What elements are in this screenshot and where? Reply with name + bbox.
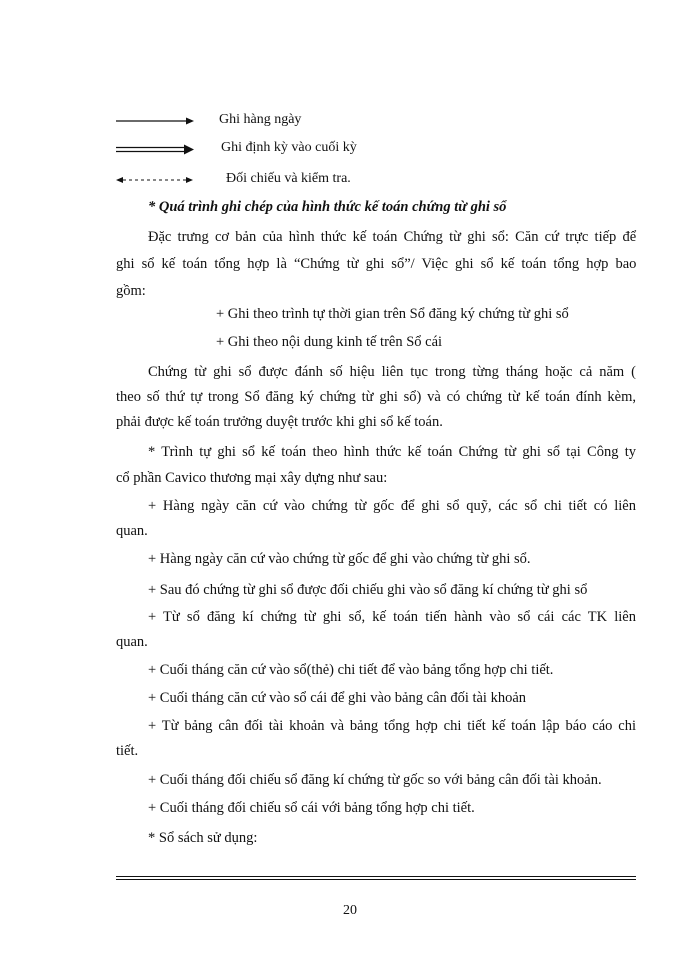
p1-line1: Đặc trưng cơ bản của hình thức kế toán Chứng từ ghi sổ: Căn cứ trực tiếp để: [148, 229, 637, 245]
step-5: + Cuối tháng căn cứ vào sổ(thẻ) chi tiết để vào bảng tổng hợp chi tiết.: [148, 662, 554, 678]
section-heading: * Quá trình ghi chép của hình thức kế toán chứng từ ghi sổ: [148, 199, 507, 215]
legend-crosscheck: [116, 171, 496, 191]
step-2: + Hàng ngày căn cứ vào chứng từ gốc để ghi vào chứng từ ghi sổ.: [148, 551, 531, 567]
legend-daily: [116, 112, 496, 132]
step-6: + Cuối tháng căn cứ vào sổ cái để ghi vào bảng cân đối tài khoản: [148, 690, 527, 706]
footer-rule-top: [116, 876, 636, 877]
solid-arrow-icon: [116, 115, 196, 127]
p2-line1: Chứng từ ghi sổ được đánh số hiệu liên tục trong từng tháng hoặc cả năm (: [148, 364, 636, 380]
step-7-line1: + Từ bảng cân đối tài khoản và bảng tổng hợp chi tiết kế toán lập báo cáo chi: [148, 718, 636, 734]
p1-line3: gồm:: [116, 283, 146, 299]
step-4-line2: quan.: [116, 634, 148, 650]
step-7-line2: tiết.: [116, 743, 139, 759]
step-3: + Sau đó chứng từ ghi sổ được đối chiếu ghi vào sổ đăng kí chứng từ ghi sổ: [148, 582, 588, 598]
closing-line: * Sổ sách sử dụng:: [148, 830, 258, 846]
bullet-economic-content: + Ghi theo nội dung kinh tế trên Sổ cái: [216, 334, 443, 350]
legend-periodic: [116, 140, 496, 160]
page-number: 20: [343, 903, 357, 918]
step-1-line2: quan.: [116, 523, 148, 539]
p2-line3: phải được kế toán trưởng duyệt trước khi ghi sổ kế toán.: [116, 414, 443, 430]
double-arrow-icon: [116, 143, 196, 157]
legend-daily-label: Ghi hàng ngày: [219, 112, 302, 127]
footer-rule-bottom: [116, 879, 636, 880]
step-8: + Cuối tháng đối chiếu sổ đăng kí chứng từ gốc so với bảng cân đối tài khoản.: [148, 772, 602, 788]
p1-line2: ghi sổ kế toán tổng hợp là “Chứng từ ghi sổ”/ Việc ghi sổ kế toán tổng hợp bao: [116, 256, 637, 272]
step-4-line1: + Từ sổ đăng kí chứng từ ghi sổ, kế toán tiến hành vào sổ cái các TK liên: [148, 609, 636, 625]
legend-crosscheck-label: Đối chiếu và kiểm tra.: [226, 171, 351, 186]
step-9: + Cuối tháng đối chiếu sổ cái với bảng tổng hợp chi tiết.: [148, 800, 475, 816]
step-1-line1: + Hàng ngày căn cứ vào chứng từ gốc để ghi sổ quỹ, các sổ chi tiết có liên: [148, 498, 636, 514]
dashed-bidirectional-arrow-icon: [116, 174, 196, 186]
legend-periodic-label: Ghi định kỳ vào cuối kỳ: [221, 140, 357, 155]
bullet-chronological: + Ghi theo trình tự thời gian trên Sổ đăng ký chứng từ ghi sổ: [216, 306, 569, 322]
p2-line2: theo số thứ tự trong Sổ đăng ký chứng từ ghi sổ) và có chứng từ kế toán đính kèm,: [116, 389, 636, 405]
p3-line2: cổ phần Cavico thương mại xây dựng như sau:: [116, 470, 388, 486]
p3-line1: * Trình tự ghi sổ kế toán theo hình thức kế toán Chứng từ ghi sổ tại Công ty: [148, 444, 636, 460]
